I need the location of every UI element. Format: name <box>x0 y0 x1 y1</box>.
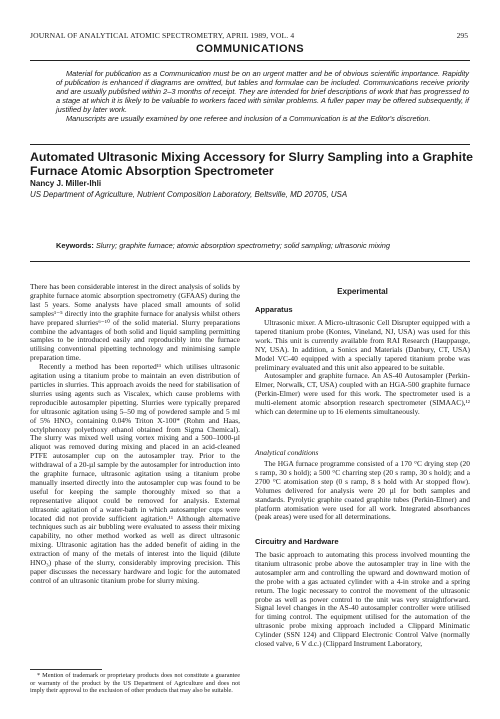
circuitry-heading: Circuitry and Hardware <box>255 537 339 546</box>
circuitry-text <box>255 551 470 649</box>
apparatus-heading: Apparatus <box>255 305 293 314</box>
keywords-label: Keywords: <box>56 241 94 250</box>
journal-header: JOURNAL OF ANALYTICAL ATOMIC SPECTROMETRY, APRIL 1989, VOL. 4 <box>30 31 295 40</box>
notice-paragraph: Manuscripts are usually examined by one referee and inclusion of a Communication is at the Editor's discretion. <box>66 114 431 124</box>
analytical-conditions-paragraph: The HGA furnace programme consisted of a 170 °C drying step (20 s ramp, 30 s hold); a 500 °C charring step (20 s ramp, 30 s hold); and a 2700 °C atomisation step (0 s ramp, 8 s hold with Ar stopped flow). Volumes delivered for analysis were 20 µl for both samples and standards. Pyrolytic graphite coated graphite tubes (Perkin-Elmer) and platform atomisation were used for all work. Integrated absorbances (peak areas) were used for all determinations. <box>255 459 470 522</box>
footnote-text: * Mention of trademark or proprietary products does not constitute a guarantee or warranty of the product by the US Department of Agriculture and does not imply their approval to the exclusion of other products that may also be suitable. <box>30 672 240 694</box>
analytical-conditions-heading: Analytical conditions <box>255 448 319 457</box>
keywords-line <box>56 241 470 250</box>
author-name: Nancy J. Miller-Ihli <box>30 179 102 188</box>
footnote <box>30 672 240 695</box>
notice-paragraph: Material for publication as a Communication must be on an urgent matter and be of obvious scientific importance. Rapidity of publication is enhanced if diagrams are omitted, but tables and formulae can be included. Communications receive priority and are usually published within 2–3 months of receipt. They are intended for brief descriptions of work that has progressed to a stage at which it is likely to be valuable to workers faced with similar problems. A fuller paper may be offered subsequently, if justified by later work. <box>56 69 469 115</box>
author-affiliation: US Department of Agriculture, Nutrient Composition Laboratory, Beltsville, MD 20705, USA <box>30 190 348 199</box>
divider <box>30 261 470 262</box>
circuitry-paragraph: The basic approach to automating this process involved mounting the titanium ultrasonic probe above the autosampler tray in line with the autosampler arm and controlling the upward and downward motion of the probe with a gas actuated cylinder with a 4-in stroke and a spring return. The logic necessary to control the movement of the ultrasonic probe as well as power control to the unit was very straightforward. Signal level changes in the AS-40 autosampler controller were utilised for timing control. The equipment utilised for the automation of the ultrasonic probe mixing approach included a Clippard Minimatic Cylinder (SSN 124) and Clippard Electronic Control Valve (normally closed valve, 6 V d.c.) (Clippard Instrument Laboratory, <box>255 550 470 649</box>
page-number: 295 <box>456 31 468 40</box>
article-title: Automated Ultrasonic Mixing Accessory for Slurry Sampling into a Graphite Furnace Atomic Absorption Spectrometer <box>30 150 474 179</box>
keywords-list: Slurry; graphite furnace; atomic absorption spectrometry; solid sampling; ultrasonic mixing <box>95 241 390 250</box>
divider <box>30 60 470 61</box>
footnote-divider <box>30 669 102 670</box>
communications-notice <box>56 69 469 124</box>
body-paragraph: There has been considerable interest in the direct analysis of solids by graphite furnace atomic absorption spectrometry (GFAAS) during the last 5 years. Some analysts have placed small amounts of solid samples¹⁻⁵ directly into the graphite furnace for analysis whilst others have prepared slurries⁶⁻¹⁰ of the solid material. Slurry preparations combine the advantages of both solid and liquid sampling permitting samples to be introduced easily and reproducibly into the furnace utilising conventional pipetting technology and minimising sample preparation time. <box>30 282 240 363</box>
analytical-conditions-text <box>255 460 470 522</box>
experimental-heading: Experimental <box>337 287 388 296</box>
body-paragraph: Recently a method has been reported¹¹ which utilises ultrasonic agitation using a titanium probe to maintain an even distribution of particles in slurries. This approach avoids the need for stabilisation of slurries using agents such as Viscalex, which cause problems with reproducible autosampler pipetting. Slurries were typically prepared for ultrasonic agitation using 5–50 mg of powdered sample and 5 ml of 5% HNO₃ containing 0.04% Triton X-100* (Rohm and Haas, octylphenoxy polyethoxy ethanol obtained from Sigma Chemical). The slurry was mixed well using vortex mixing and a 500–1000-µl aliquot was removed during mixing and placed in an acid-cleaned PTFE autosampler cup on the autosampler tray. Prior to the withdrawal of a 20-µl sample by the autosampler for introduction into the graphite furnace, ultrasonic agitation using a titanium probe manually inserted directly into the autosampler cup was found to be useful for keeping the sample thoroughly mixed so that a representative aliquot could be removed for analysis. External ultrasonic agitation of a water-bath in which autosampler cups were located did not provide sufficient agitation.¹¹ Although alternative techniques such as air bubbling were evaluated to assess their mixing capability, no other method worked as well as direct ultrasonic mixing. Ultrasonic agitation has the added benefit of aiding in the extraction of many of the metals of interest into the liquid (dilute HNO₃) phase of the slurry, considerably improving precision. This paper discusses the necessary hardware and logic for the automated control of an ultrasonic titanium probe for slurry mixing. <box>30 362 240 585</box>
autosampler-paragraph: Autosampler and graphite furnace. An AS-40 Autosampler (Perkin-Elmer, Norwalk, CT, USA) coupled with an HGA-500 graphite furnace (Perkin-Elmer) were used for this work. The spectrometer used is a multi-element atomic absorption research spectrometer (SIMAAC),¹² which can determine up to 16 elements simultaneously. <box>255 371 470 417</box>
ultrasonic-mixer-paragraph: Ultrasonic mixer. A Micro-ultrasonic Cell Disrupter equipped with a tapered titanium probe (Kontes, Vineland, NJ, USA) was used for this work. This unit is currently available from RAI Research (Hauppauge, NY, USA). In addition, a Sonics and Materials (Danbury, CT, USA) Model VC-40 equipped with a specially tapered titanium probe was preliminary evaluated and this unit also appeared to be suitable. <box>255 318 470 372</box>
section-heading: COMMUNICATIONS <box>195 43 305 55</box>
left-column <box>30 283 240 586</box>
apparatus-text <box>255 319 470 417</box>
divider <box>30 144 470 145</box>
